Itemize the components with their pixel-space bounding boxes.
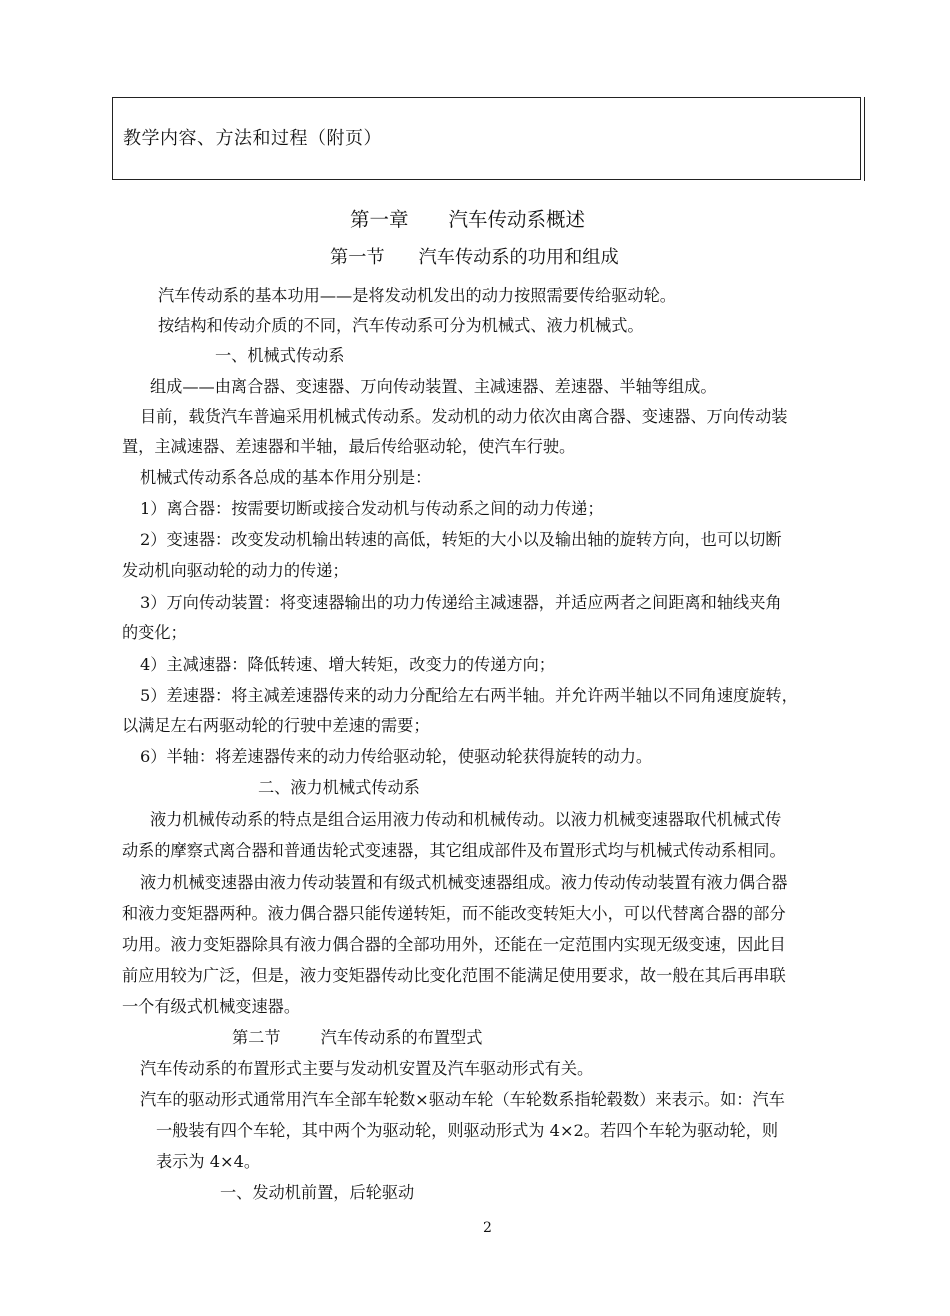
chapter-heading — [350, 209, 585, 231]
list-item-final-drive: 4）主减速器：降低转速、增大转矩，改变力的传递方向； — [140, 655, 555, 674]
paragraph-layout-factors: 汽车传动系的布置形式主要与发动机安置及汽车驱动形式有关。 — [140, 1059, 594, 1078]
section-number: 第一节 — [330, 247, 385, 268]
list-item-universal-joint-line1: 3）万向传动装置：将变速器输出的功力传递给主减速器，并适应两者之间距离和轴线夹角 — [140, 593, 782, 612]
paragraph-functions-intro: 机械式传动系各总成的基本作用分别是： — [140, 468, 432, 487]
section2-number: 第二节 — [232, 1028, 281, 1047]
list-item-gearbox-line2: 发动机向驱动轮的动力的传递； — [122, 561, 349, 580]
list-item-half-shaft: 6）半轴：将差速器传来的动力传给驱动轮，使驱动轮获得旋转的动力。 — [140, 747, 653, 766]
list-item-gearbox-line1: 2）变速器：改变发动机输出转速的高低，转矩的大小以及输出轴的旋转方向，也可以切断 — [140, 530, 782, 549]
paragraph-classification: 按结构和传动介质的不同，汽车传动系可分为机械式、液力机械式。 — [158, 316, 644, 335]
header-box — [112, 97, 861, 180]
page-number: 2 — [483, 1220, 492, 1236]
paragraph-composition: 组成——由离合器、变速器、万向传动装置、主减速器、差速器、半轴等组成。 — [150, 377, 717, 396]
chapter-number: 第一章 — [350, 208, 409, 231]
paragraph-current-use-line2: 置，主减速器、差速器和半轴，最后传给驱动轮，使汽车行驶。 — [122, 437, 576, 456]
subheading-hydromechanical: 二、液力机械式传动系 — [258, 778, 420, 797]
paragraph-hydro-gearbox-line5: 一个有级式机械变速器。 — [122, 997, 301, 1016]
paragraph-hydro-features-line2: 动系的摩察式离合器和普通齿轮式变速器，其它组成部件及布置形式均与机械式传动系相同。 — [122, 841, 786, 860]
header-title: 教学内容、方法和过程（附页） — [123, 128, 382, 149]
paragraph-drive-form-line3: 表示为 4×4。 — [156, 1152, 261, 1171]
list-item-differential-line2: 以满足左右两驱动轮的行驶中差速的需要； — [122, 716, 430, 735]
section-title: 汽车传动系的功用和组成 — [418, 247, 619, 268]
paragraph-drive-form-line1: 汽车的驱动形式通常用汽车全部车轮数×驱动车轮（车轮数系指轮毂数）来表示。如：汽车 — [140, 1090, 785, 1109]
paragraph-hydro-gearbox-line3: 功用。液力变矩器除具有液力偶合器的全部功用外，还能在一定范围内实现无级变速，因此目 — [122, 935, 786, 954]
paragraph-basic-function: 汽车传动系的基本功用——是将发动机发出的动力按照需要传给驱动轮。 — [158, 286, 676, 305]
paragraph-hydro-features-line1: 液力机械传动系的特点是组合运用液力传动和机械传动。以液力机械变速器取代机械式传 — [150, 810, 782, 829]
paragraph-current-use-line1: 目前，载货汽车普遍采用机械式传动系。发动机的动力依次由离合器、变速器、万向传动装 — [140, 407, 788, 426]
subheading-mechanical: 一、机械式传动系 — [215, 346, 345, 365]
subheading-front-engine-rear-drive: 一、发动机前置，后轮驱动 — [220, 1183, 415, 1202]
list-item-universal-joint-line2: 的变化； — [122, 623, 187, 642]
chapter-title: 汽车传动系概述 — [448, 208, 586, 231]
paragraph-hydro-gearbox-line4: 前应用较为广泛，但是，液力变矩器传动比变化范围不能满足使用要求，故一般在其后再串联 — [122, 966, 786, 985]
list-item-differential-line1: 5）差速器：将主减差速器传来的动力分配给左右两半轴。并允许两半轴以不同角速度旋转， — [140, 686, 798, 705]
section-heading — [330, 247, 619, 269]
section2-title: 汽车传动系的布置型式 — [320, 1028, 483, 1047]
paragraph-drive-form-line2: 一般装有四个车轮，其中两个为驱动轮，则驱动形式为 4×2。若四个车轮为驱动轮，则 — [156, 1121, 779, 1140]
paragraph-hydro-gearbox-line1: 液力机械变速器由液力传动装置和有级式机械变速器组成。液力传动传动装置有液力偶合器 — [140, 873, 788, 892]
header-box-right-border — [864, 97, 866, 181]
section2-heading — [232, 1027, 482, 1049]
paragraph-hydro-gearbox-line2: 和液力变矩器两种。液力偶合器只能传递转矩，而不能改变转矩大小，可以代替离合器的部分 — [122, 904, 786, 923]
list-item-clutch: 1）离合器：按需要切断或接合发动机与传动系之间的动力传递； — [140, 499, 604, 518]
